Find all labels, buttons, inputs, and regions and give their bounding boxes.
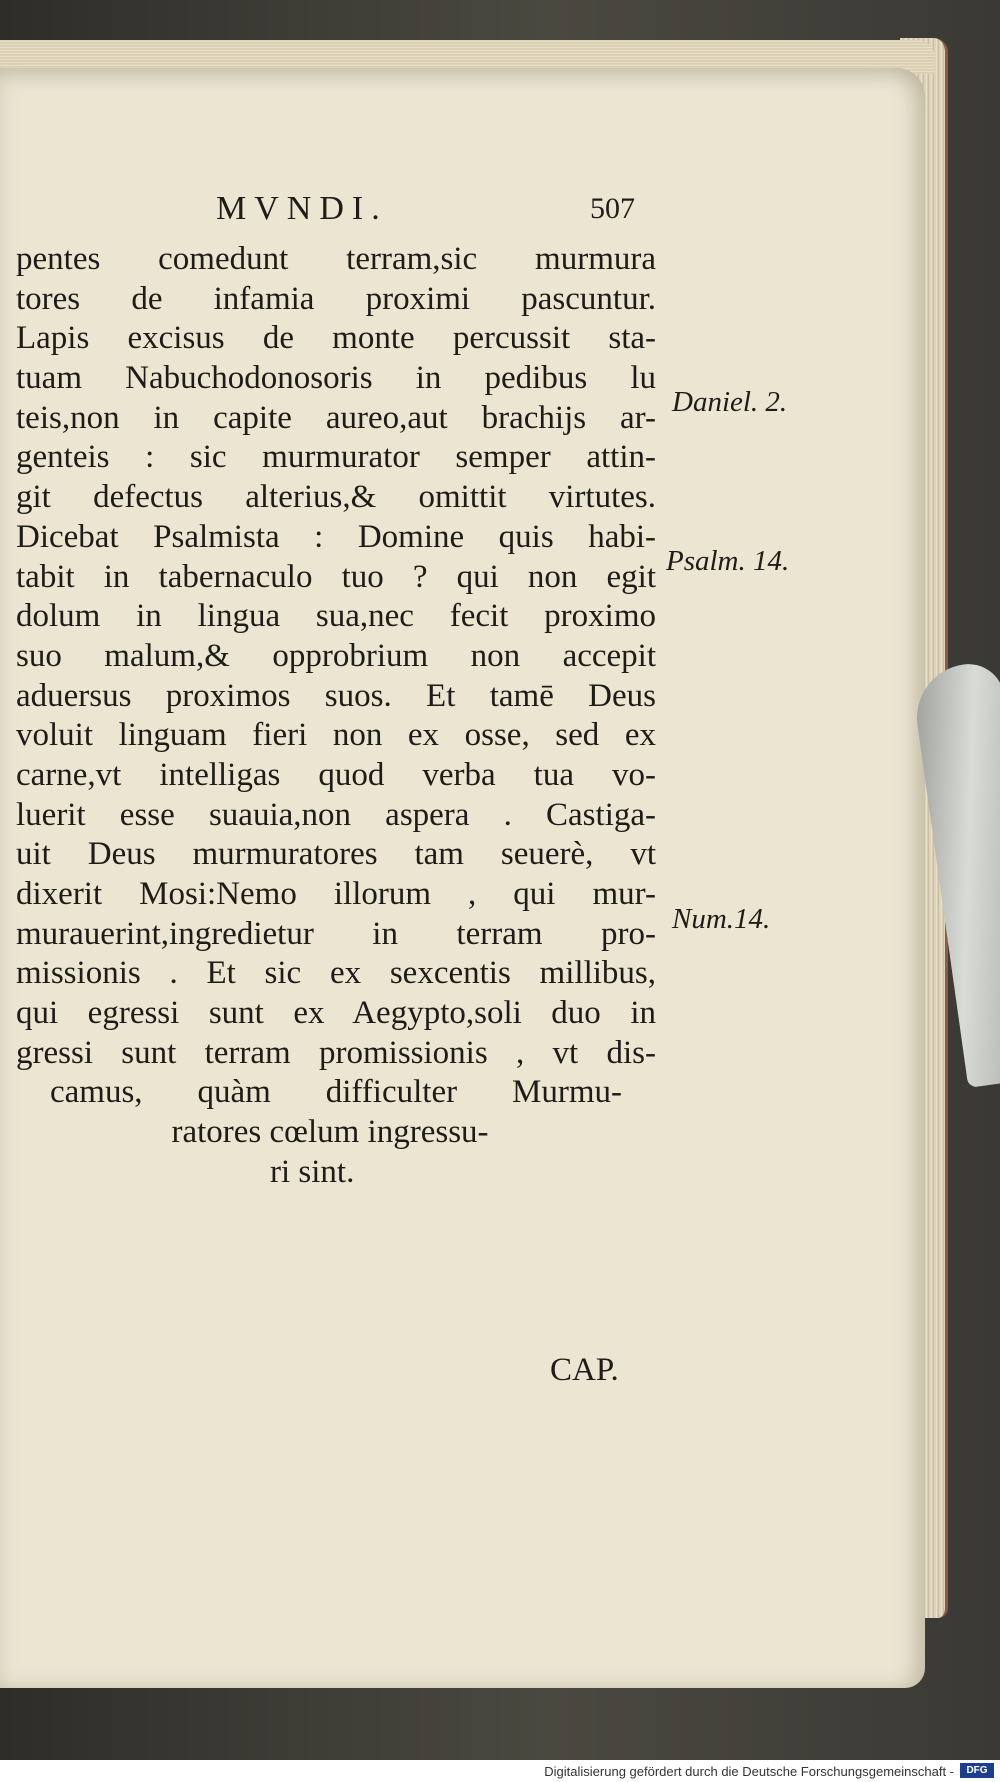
text-line: ri sint.	[270, 1153, 355, 1190]
dfg-logo-icon: DFG	[960, 1763, 994, 1778]
text-line: carne,vt intelligas quod verba tua vo-	[16, 756, 656, 793]
text-line: voluit linguam fieri non ex osse, sed ex	[16, 717, 656, 754]
text-line: ratores cœlum ingressu-	[171, 1114, 489, 1151]
text-line: dixerit Mosi:Nemo illorum , qui mur-	[16, 876, 656, 912]
text-line: aduersus proximos suos. Et tamē Deus	[16, 677, 656, 714]
page-header	[0, 190, 1000, 230]
text-line: genteis : sic murmurator semper attin-	[16, 439, 656, 476]
body-text	[16, 240, 790, 1193]
page-number: 507	[590, 192, 635, 225]
text-line: dolum in lingua sua,nec fecit proximo	[16, 598, 656, 635]
margin-note-daniel: Daniel. 2.	[672, 386, 788, 418]
catchword: CAP.	[550, 1352, 619, 1388]
text-line: pentes comedunt terram,sic murmura	[16, 241, 656, 277]
text-line: tabit in tabernaculo tuo ? qui non egit	[16, 558, 656, 595]
text-line: teis,non in capite aureo,aut brachijs ar-	[16, 399, 656, 436]
footer-credit: Digitalisierung gefördert durch die Deutsche Forschungsgemeinschaft -	[544, 1764, 954, 1779]
footer-bar	[0, 1760, 1000, 1782]
text-line: camus, quàm difficulter Murmu-	[50, 1074, 622, 1111]
text-line: tores de infamia proximi pascuntur.	[16, 280, 656, 317]
text-line: uit Deus murmuratores tam seuerè, vt	[16, 836, 656, 873]
margin-note-numbers: Num.14.	[672, 903, 771, 935]
text-line: git defectus alterius,& omittit virtutes.	[16, 479, 656, 516]
text-line: tuam Nabuchodonosoris in pedibus lu	[16, 360, 656, 397]
running-head: MVNDI.	[216, 190, 388, 227]
text-line: Dicebat Psalmista : Domine quis habi-	[16, 518, 656, 555]
margin-note-psalm: Psalm. 14.	[666, 545, 790, 577]
text-line: missionis . Et sic ex sexcentis millibus,	[16, 955, 656, 992]
text-line: Lapis excisus de monte percussit sta-	[16, 320, 656, 357]
text-line: luerit esse suauia,non aspera . Castiga-	[16, 796, 656, 833]
text-line: suo malum,& opprobrium non accepit	[16, 637, 656, 674]
text-line: murauerint,ingredietur in terram pro-	[16, 915, 656, 952]
text-line: gressi sunt terram promissionis , vt dis-	[16, 1034, 656, 1071]
text-line: qui egressi sunt ex Aegypto,soli duo in	[16, 995, 656, 1032]
